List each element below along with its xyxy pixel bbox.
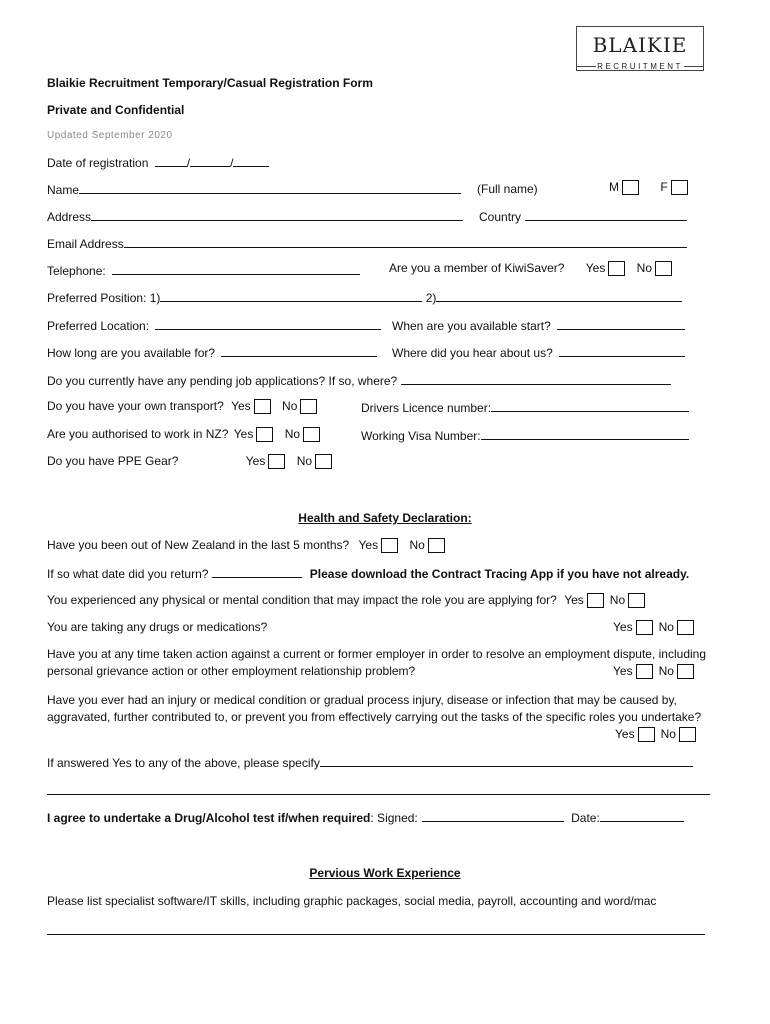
date-row: Date of registration / /: [47, 155, 269, 170]
skills-label: Please list specialist software/IT skills, including graphic packages, social media, payroll, accounting and word/mac: [47, 894, 657, 908]
available-start-field[interactable]: [557, 318, 685, 330]
action-no-checkbox[interactable]: [677, 664, 694, 679]
pending-row: [47, 373, 671, 388]
action-yes-label: Yes: [613, 664, 633, 678]
condition-yes-label: Yes: [564, 593, 584, 607]
form-title: Blaikie Recruitment Temporary/Casual Registration Form: [47, 76, 373, 90]
condition-row: [47, 593, 653, 608]
signed-label: : Signed:: [370, 811, 418, 825]
action-options: [613, 664, 702, 679]
logo-subtitle: RECRUITMENT: [597, 62, 683, 71]
authorised-no-label: No: [284, 427, 301, 441]
how-long-label: How long are you available for?: [47, 346, 216, 360]
authorised-no-checkbox[interactable]: [303, 427, 320, 442]
transport-label: Do you have your own transport?: [47, 399, 224, 413]
date-day-field[interactable]: [155, 155, 187, 167]
action-no-label: No: [658, 664, 674, 678]
drugs-no-label: No: [658, 620, 674, 634]
drugs-question: You are taking any drugs or medications?: [47, 620, 268, 634]
country-row: [479, 209, 687, 224]
drugs-yes-checkbox[interactable]: [636, 620, 653, 635]
agree-text: I agree to undertake a Drug/Alcohol test if/when required: [47, 811, 371, 825]
out-of-nz-yes-checkbox[interactable]: [381, 538, 398, 553]
authorised-label: Are you authorised to work in NZ?: [47, 427, 229, 441]
kiwisaver-yes-checkbox[interactable]: [608, 261, 625, 276]
experience-heading: Pervious Work Experience: [309, 866, 461, 880]
telephone-label: Telephone:: [47, 264, 106, 278]
visa-row: [361, 428, 689, 443]
agree-date-label: Date:: [571, 811, 600, 825]
injury-question: Have you ever had an injury or medical condition or gradual process injury, disease or infection that may be caused by, aggravated, further contributed to, or prevent you from effectively carrying out the tasks of the specific roles you undertake?: [47, 693, 702, 724]
out-of-nz-yes-label: Yes: [358, 538, 379, 552]
licence-row: [361, 400, 689, 415]
male-label: M: [609, 180, 619, 194]
telephone-row: [47, 263, 360, 278]
gender-options: [609, 180, 696, 195]
date-label: Date of registration: [47, 156, 149, 170]
specify-field[interactable]: [320, 755, 693, 767]
out-of-nz-row: [47, 538, 453, 553]
country-field[interactable]: [525, 209, 687, 221]
available-start-label: When are you available start?: [392, 319, 551, 333]
authorised-yes-checkbox[interactable]: [256, 427, 273, 442]
licence-label: Drivers Licence number:: [361, 401, 492, 415]
updated-date: Updated September 2020: [47, 130, 173, 141]
location-label: Preferred Location:: [47, 319, 150, 333]
male-checkbox[interactable]: [622, 180, 639, 195]
name-label: Name: [47, 183, 80, 197]
transport-yes-checkbox[interactable]: [254, 399, 271, 414]
location-row: [47, 318, 381, 333]
email-row: [47, 236, 687, 251]
position-label: Preferred Position: 1): [47, 291, 161, 305]
skills-line[interactable]: [47, 934, 705, 935]
country-label: Country: [479, 210, 522, 224]
address-label: Address: [47, 210, 92, 224]
specify-row: [47, 755, 693, 770]
specify-label: If answered Yes to any of the above, please specify: [47, 756, 320, 770]
ppe-yes-checkbox[interactable]: [268, 454, 285, 469]
licence-field[interactable]: [491, 400, 689, 412]
injury-no-label: No: [660, 727, 676, 741]
pending-label: Do you currently have any pending job applications? If so, where?: [47, 374, 398, 388]
health-heading: Health and Safety Declaration:: [298, 511, 472, 525]
position-1-field[interactable]: [160, 290, 422, 302]
kiwisaver-no-checkbox[interactable]: [655, 261, 672, 276]
logo-title: BLAIKIE: [592, 33, 688, 57]
drugs-options: [613, 620, 702, 635]
tracing-app-note: Please download the Contract Tracing App if you have not already.: [309, 567, 690, 581]
female-checkbox[interactable]: [671, 180, 688, 195]
female-label: F: [660, 180, 668, 194]
pending-field[interactable]: [401, 373, 671, 385]
telephone-field[interactable]: [112, 263, 360, 275]
transport-no-checkbox[interactable]: [300, 399, 317, 414]
hear-about-label: Where did you hear about us?: [392, 346, 553, 360]
transport-no-label: No: [282, 399, 298, 413]
condition-no-checkbox[interactable]: [628, 593, 645, 608]
position-row: [47, 290, 682, 305]
injury-options: [615, 727, 704, 742]
condition-no-label: No: [609, 593, 626, 607]
action-yes-checkbox[interactable]: [636, 664, 653, 679]
out-of-nz-question: Have you been out of New Zealand in the last 5 months?: [47, 538, 350, 552]
ppe-row: [47, 454, 340, 469]
injury-yes-checkbox[interactable]: [638, 727, 655, 742]
how-long-field[interactable]: [221, 345, 377, 357]
condition-yes-checkbox[interactable]: [587, 593, 604, 608]
authorised-row: [47, 427, 328, 442]
name-field[interactable]: [79, 182, 461, 194]
email-label: Email Address: [47, 237, 124, 251]
kiwisaver-label: Are you a member of KiwiSaver?: [389, 261, 565, 275]
full-name-label: (Full name): [477, 182, 538, 196]
how-long-row: [47, 345, 377, 360]
return-date-field[interactable]: [212, 566, 302, 578]
kiwisaver-yes-label: Yes: [585, 261, 606, 275]
drugs-row: [47, 620, 267, 634]
condition-question: You experienced any physical or mental condition that may impact the role you are applying for?: [47, 593, 557, 607]
date-year-field[interactable]: [233, 155, 269, 167]
kiwisaver-row: [389, 261, 680, 276]
agree-date-field[interactable]: [600, 810, 684, 822]
available-start-row: [392, 318, 685, 333]
position-2-field[interactable]: [436, 290, 682, 302]
transport-row: [47, 399, 325, 414]
transport-yes-label: Yes: [231, 399, 251, 413]
address-field[interactable]: [91, 209, 463, 221]
visa-field[interactable]: [481, 428, 689, 440]
signed-field[interactable]: [422, 810, 564, 822]
hear-about-field[interactable]: [559, 345, 685, 357]
drugs-no-checkbox[interactable]: [677, 620, 694, 635]
ppe-no-checkbox[interactable]: [315, 454, 332, 469]
hear-about-row: [392, 345, 685, 360]
authorised-yes-label: Yes: [233, 427, 254, 441]
action-question: Have you at any time taken action against a current or former employer in order to resolve an employment dispute, including personal grievance action or other employment relationship problem?: [47, 647, 707, 678]
confidential-label: Private and Confidential: [47, 103, 185, 117]
injury-no-checkbox[interactable]: [679, 727, 696, 742]
location-field[interactable]: [155, 318, 381, 330]
return-date-question: If so what date did you return?: [47, 567, 209, 581]
ppe-yes-label: Yes: [245, 454, 266, 468]
ppe-label: Do you have PPE Gear?: [47, 454, 179, 468]
return-date-row: [47, 566, 689, 581]
agree-row: [47, 810, 684, 825]
kiwisaver-no-label: No: [636, 261, 653, 275]
ppe-no-label: No: [296, 454, 313, 468]
date-month-field[interactable]: [190, 155, 230, 167]
email-field[interactable]: [124, 236, 687, 248]
position-2-label: 2): [425, 291, 437, 305]
out-of-nz-no-label: No: [409, 538, 425, 552]
address-row: [47, 209, 463, 224]
drugs-yes-label: Yes: [613, 620, 633, 634]
out-of-nz-no-checkbox[interactable]: [428, 538, 445, 553]
name-row: [47, 182, 461, 197]
injury-yes-label: Yes: [615, 727, 635, 741]
specify-extra-line[interactable]: [47, 794, 710, 795]
visa-label: Working Visa Number:: [361, 429, 481, 443]
